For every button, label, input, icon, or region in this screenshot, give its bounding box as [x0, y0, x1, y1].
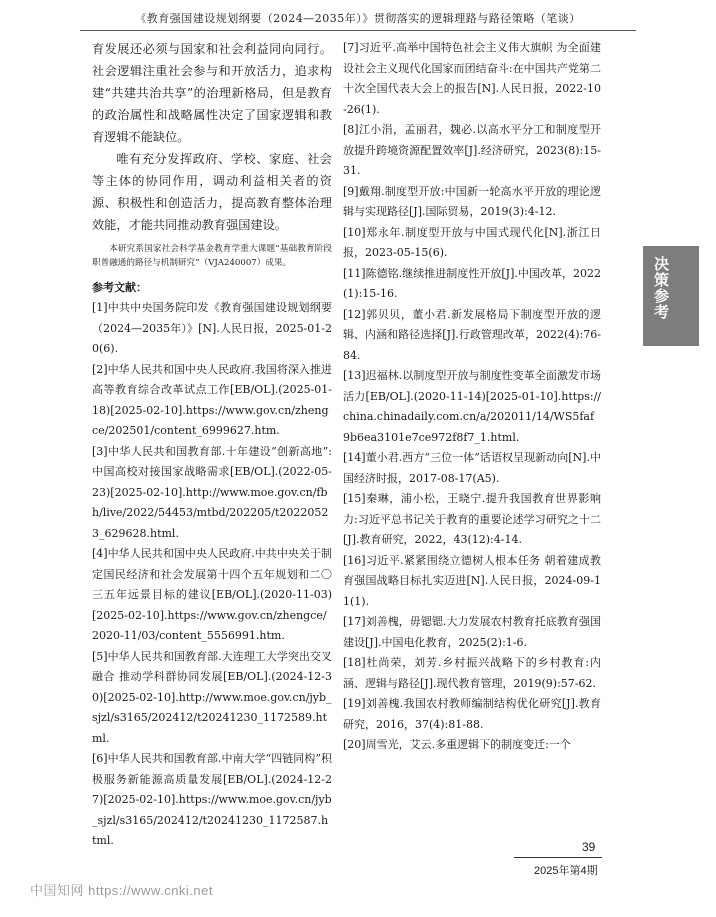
- reference-item: [19]刘善槐.我国农村教师编制结构优化研究[J].教育研究，2016，37(4):81-88.: [343, 697, 601, 731]
- issue-label: 2025年第4期: [534, 865, 598, 877]
- reference-item: [10]郑永年.制度型开放与中国式现代化[N].浙江日报，2023-05-15(6).: [343, 225, 601, 259]
- header-rule: [80, 30, 636, 31]
- reference-item: [18]杜尚荣，刘芳.乡村振兴战略下的乡村教育:内涵、逻辑与路径[J].现代教育管理，2019(9):57-62.: [343, 656, 601, 690]
- body-paragraph: 育发展还必须与国家和社会利益同向同行。社会逻辑注重社会参与和开放活力，追求构建“共建共治共享”的治理新格局，但是教育的政治属性和战略属性决定了国家逻辑和教育逻辑不能缺位。: [92, 42, 332, 144]
- section-tab: [643, 246, 699, 346]
- reference-item: [2]中华人民共和国中央人民政府.我国将深入推进高等教育综合改革试点工作[EB/OL].(2025-01-18)[2025-02-10].https://www.gov.cn/zhengce/202501/content_6999627.htm.: [92, 362, 332, 437]
- reference-item: [16]习近平.紧紧围绕立德树人根本任务 朝着建成教育强国战略目标扎实迈进[N].人民日报，2024-09-11(1).: [343, 553, 601, 608]
- references-title: 参考文献：: [92, 281, 147, 294]
- section-tab-label: 决策参考: [652, 256, 670, 320]
- reference-item: [6]中华人民共和国教育部.中南大学“四链同构”积极服务新能源高质量发展[EB/OL].(2024-12-27)[2025-02-10].https://www.moe.gov.cn/jyb_sjzl/s3165/202412/t20241230_1172587.html.: [92, 752, 332, 847]
- reference-item: [4]中华人民共和国中央人民政府.中共中央关于制定国民经济和社会发展第十四个五年规划和二〇三五年远景目标的建议[EB/OL].(2020-11-03)[2025-02-10].https://www.gov.cn/zhengce/2020-11/03/content_5556991.htm.: [92, 547, 332, 642]
- fund-note: 本研究系国家社会科学基金教育学重大课题“基础教育阶段职普融通的路径与机制研究”（VJA240007）成果。: [92, 244, 332, 268]
- body-paragraph: 唯有充分发挥政府、学校、家庭、社会等主体的协同作用，调动利益相关者的资源、积极性和创造活力，提高教育整体治理效能，才能共同推动教育强国建设。: [92, 152, 332, 232]
- right-column: [343, 38, 601, 756]
- reference-item: [17]刘善槐，毋锶锶.大力发展农村教育托底教育强国建设[J].中国电化教育，2025(2):1-6.: [343, 615, 601, 649]
- cnki-watermark: 中国知网 https://www.cnki.net: [30, 883, 213, 898]
- reference-item: [14]董小君.西方“三位一体”话语权呈现新动向[N].中国经济时报，2017-08-17(A5).: [343, 451, 601, 485]
- reference-item: [8]江小涓，孟丽君，魏必.以高水平分工和制度型开放提升跨境资源配置效率[J].经济研究，2023(8):15-31.: [343, 123, 601, 177]
- left-column: [92, 38, 332, 852]
- reference-item: [15]秦琳，浦小松，王晓宁.提升我国教育世界影响力:习近平总书记关于教育的重要论述学习研究之十二[J].教育研究，2022，43(12):4-14.: [343, 492, 601, 546]
- reference-item: [3]中华人民共和国教育部.十年建设“创新高地”:中国高校对接国家战略需求[EB/OL].(2022-05-23)[2025-02-10].http://www.moe.gov.cn/fbh/live/2022/54453/mtbd/202205/t20220523_629628.html.: [92, 444, 332, 540]
- reference-item: [20]周雪光，艾云.多重逻辑下的制度变迁:一个: [343, 738, 571, 751]
- reference-item: [13]迟福林.以制度型开放与制度性变革全面激发市场活力[EB/OL].(2020-11-14)[2025-01-10].https://china.chinadaily.com.cn/a/202011/14/WS5faf9b6ea3101e7ce972f8f7_1.html.: [343, 369, 601, 444]
- reference-item: [7]习近平.高举中国特色社会主义伟大旗帜 为全面建设社会主义现代化国家而团结奋斗:在中国共产党第二十次全国代表大会上的报告[N].人民日报，2022-10-26(1).: [343, 41, 601, 116]
- reference-item: [9]戴翔.制度型开放:中国新一轮高水平开放的理论逻辑与实现路径[J].国际贸易，2019(3):4-12.: [343, 184, 601, 218]
- reference-item: [12]郭贝贝，董小君.新发展格局下制度型开放的逻辑、内涵和路径选择[J].行政管理改革，2022(4):76-84.: [343, 307, 601, 362]
- running-header: 《教育强国建设规划纲要（2024—2035年）》贯彻落实的逻辑理路与路径策略（笔谈）: [135, 12, 581, 25]
- reference-item: [11]陈德铭.继续推进制度性开放[J].中国改革，2022(1):15-16.: [343, 266, 601, 300]
- footer-rule: [514, 857, 602, 858]
- reference-item: [5]中华人民共和国教育部.大连理工大学突出交叉融合 推动学科群协同发展[EB/OL].(2024-12-30)[2025-02-10].http://www.moe.gov.cn/jyb_sjzl/s3165/202412/t20241230_1172589.html.: [92, 649, 332, 745]
- page-number: 39: [582, 840, 596, 854]
- reference-item: [1]中共中央国务院印发《教育强国建设规划纲要（2024—2035年）》[N].人民日报，2025-01-20(6).: [92, 301, 332, 355]
